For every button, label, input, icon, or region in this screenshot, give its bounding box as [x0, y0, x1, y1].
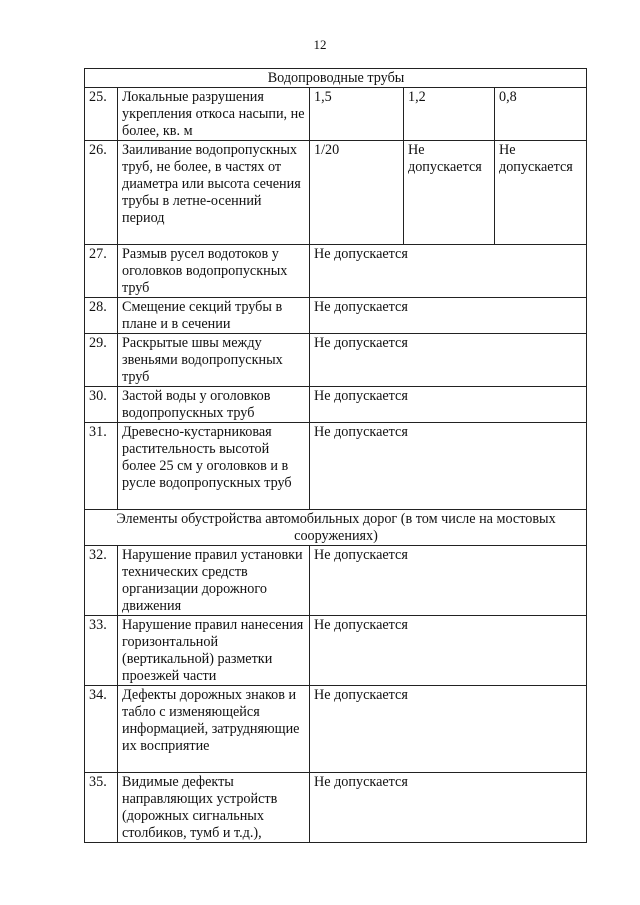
row-number: 33. [85, 616, 118, 686]
row-description: Локальные разрушения укрепления откоса насыпи, не более, кв. м [118, 88, 310, 141]
value-cell: 1,2 [404, 88, 495, 141]
table-row [85, 141, 587, 245]
value-cell: Не допускается [310, 334, 587, 387]
section-header-row [85, 510, 587, 546]
table-row [85, 334, 587, 387]
table-row [85, 616, 587, 686]
value-cell: Не допускается [310, 245, 587, 298]
section-title: Водопроводные трубы [85, 69, 587, 88]
page-number: 12 [313, 37, 327, 52]
row-description: Дефекты дорожных знаков и табло с изменяющейся информацией, затрудняющие их восприятие [118, 686, 310, 773]
table-row [85, 773, 587, 843]
table-row [85, 245, 587, 298]
row-description: Древесно-кустарниковая растительность высотой более 25 см у оголовков и в русле водопропускных труб [118, 423, 310, 510]
row-number: 28. [85, 298, 118, 334]
row-number: 31. [85, 423, 118, 510]
table-row [85, 88, 587, 141]
value-cell: 1/20 [310, 141, 404, 245]
value-cell: Не допускается [310, 423, 587, 510]
value-cell: Не допускается [310, 616, 587, 686]
value-cell: Не допускается [310, 387, 587, 423]
value-cell: 0,8 [495, 88, 587, 141]
table-row [85, 423, 587, 510]
row-number: 25. [85, 88, 118, 141]
requirements-table [84, 68, 587, 843]
row-description: Заиливание водопропускных труб, не более, в частях от диаметра или высота сечения трубы в летне-осенний период [118, 141, 310, 245]
table-row [85, 298, 587, 334]
row-description: Нарушение правил установки технических средств организации дорожного движения [118, 546, 310, 616]
table-row [85, 686, 587, 773]
value-cell: Не допускается [495, 141, 587, 245]
row-description: Размыв русел водотоков у оголовков водопропускных труб [118, 245, 310, 298]
value-cell: Не допускается [310, 546, 587, 616]
section-header-row [85, 69, 587, 88]
value-cell: Не допускается [404, 141, 495, 245]
table-row [85, 546, 587, 616]
row-number: 34. [85, 686, 118, 773]
row-number: 32. [85, 546, 118, 616]
value-cell: Не допускается [310, 773, 587, 843]
row-number: 29. [85, 334, 118, 387]
row-description: Видимые дефекты направляющих устройств (дорожных сигнальных столбиков, тумб и т.д.), [118, 773, 310, 843]
section-title: Элементы обустройства автомобильных дорог (в том числе на мостовых сооружениях) [85, 510, 587, 546]
row-description: Застой воды у оголовков водопропускных труб [118, 387, 310, 423]
value-cell: Не допускается [310, 686, 587, 773]
row-description: Смещение секций трубы в плане и в сечении [118, 298, 310, 334]
row-number: 27. [85, 245, 118, 298]
row-number: 26. [85, 141, 118, 245]
table-row [85, 387, 587, 423]
row-number: 35. [85, 773, 118, 843]
row-number: 30. [85, 387, 118, 423]
value-cell: 1,5 [310, 88, 404, 141]
row-description: Нарушение правил нанесения горизонтальной (вертикальной) разметки проезжей части [118, 616, 310, 686]
row-description: Раскрытые швы между звеньями водопропускных труб [118, 334, 310, 387]
value-cell: Не допускается [310, 298, 587, 334]
